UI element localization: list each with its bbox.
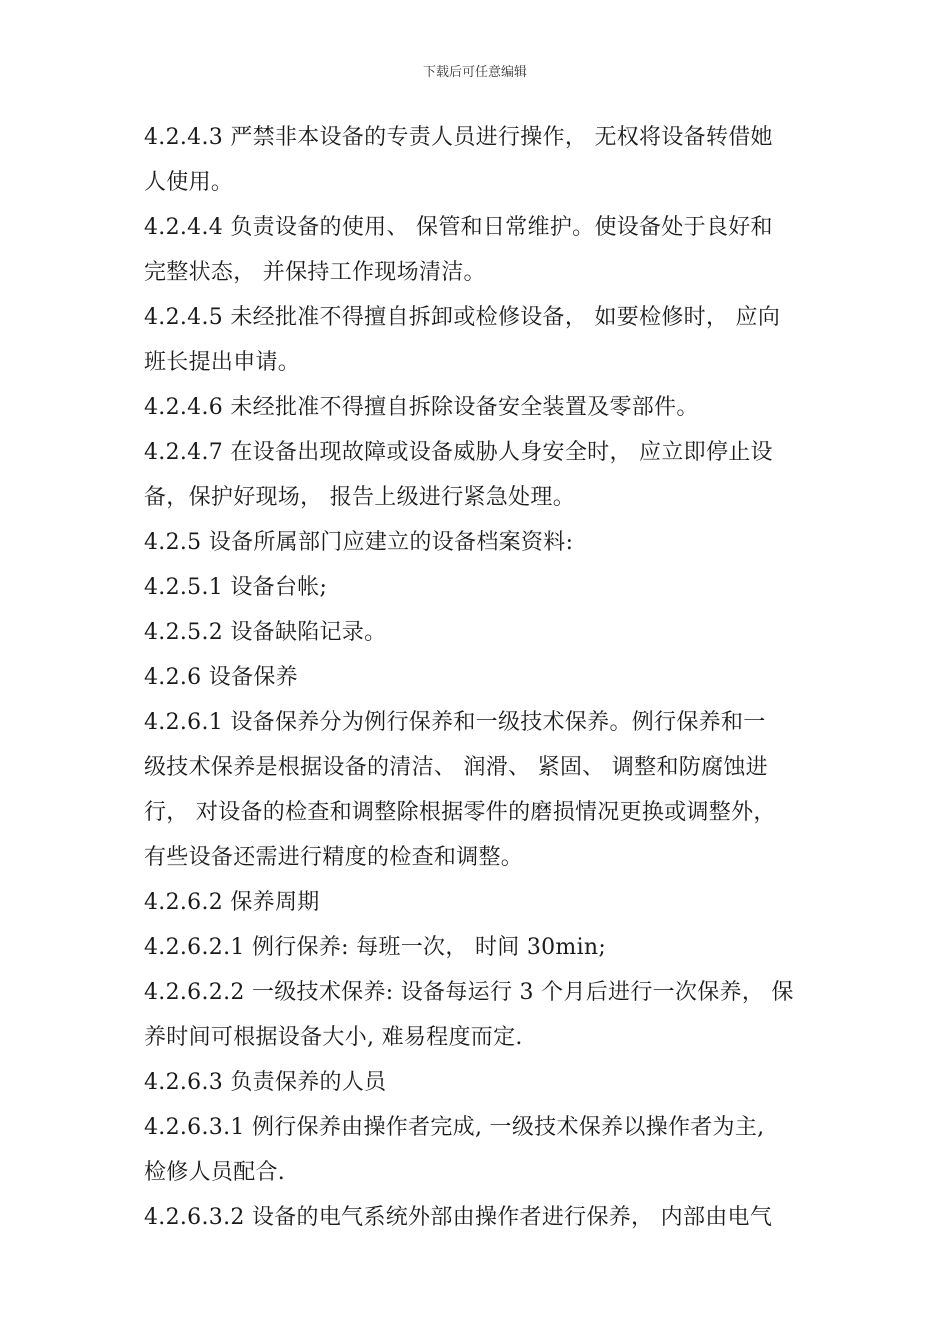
- text-line: 班长提出申请。: [144, 350, 301, 375]
- text-line: 4.2.4.3 严禁非本设备的专责人员进行操作， 无权将设备转借她: [144, 125, 773, 150]
- text-line: 有些设备还需进行精度的检查和调整。: [144, 845, 524, 870]
- text-line: 4.2.6.2.1 例行保养: 每班一次， 时间 30min;: [144, 935, 607, 960]
- text-line: 4.2.6.2 保养周期: [144, 890, 320, 915]
- text-line: 4.2.5.1 设备台帐;: [144, 575, 328, 600]
- text-line: 4.2.6.1 设备保养分为例行保养和一级技术保养。例行保养和一: [144, 710, 766, 735]
- text-line: 检修人员配合.: [144, 1160, 286, 1185]
- text-line: 4.2.4.4 负责设备的使用、 保管和日常维护。使设备处于良好和: [144, 215, 773, 240]
- text-line: 4.2.6.3 负责保养的人员: [144, 1070, 387, 1095]
- text-line: 4.2.6.3.1 例行保养由操作者完成, 一级技术保养以操作者为主,: [144, 1115, 765, 1140]
- text-line: 级技术保养是根据设备的清洁、 润滑、 紧固、 调整和防腐蚀进: [144, 755, 768, 780]
- text-line: 养时间可根据设备大小, 难易程度而定.: [144, 1025, 523, 1050]
- text-line: 人使用。: [144, 170, 234, 195]
- text-line: 4.2.5.2 设备缺陷记录。: [144, 620, 387, 645]
- text-line: 4.2.4.6 未经批准不得擅自拆除设备安全装置及零部件。: [144, 395, 699, 420]
- text-line: 4.2.4.5 未经批准不得擅自拆卸或检修设备， 如要检修时， 应向: [144, 305, 781, 330]
- text-line: 行， 对设备的检查和调整除根据零件的磨损情况更换或调整外，: [144, 800, 776, 825]
- text-line: 备，保护好现场， 报告上级进行紧急处理。: [144, 485, 575, 510]
- page-header: 下载后可任意编辑: [422, 65, 527, 80]
- text-line: 4.2.6.2.2 一级技术保养: 设备每运行 3 个月后进行一次保养， 保: [144, 980, 794, 1005]
- text-line: 4.2.6 设备保养: [144, 665, 298, 690]
- document-body: [144, 115, 809, 1240]
- text-line: 4.2.6.3.2 设备的电气系统外部由操作者进行保养， 内部由电气: [144, 1205, 773, 1230]
- text-line: 4.2.4.7 在设备出现故障或设备威胁人身安全时， 应立即停止设: [144, 440, 773, 465]
- text-line: 完整状态， 并保持工作现场清洁。: [144, 260, 486, 285]
- text-line: 4.2.5 设备所属部门应建立的设备档案资料:: [144, 530, 574, 555]
